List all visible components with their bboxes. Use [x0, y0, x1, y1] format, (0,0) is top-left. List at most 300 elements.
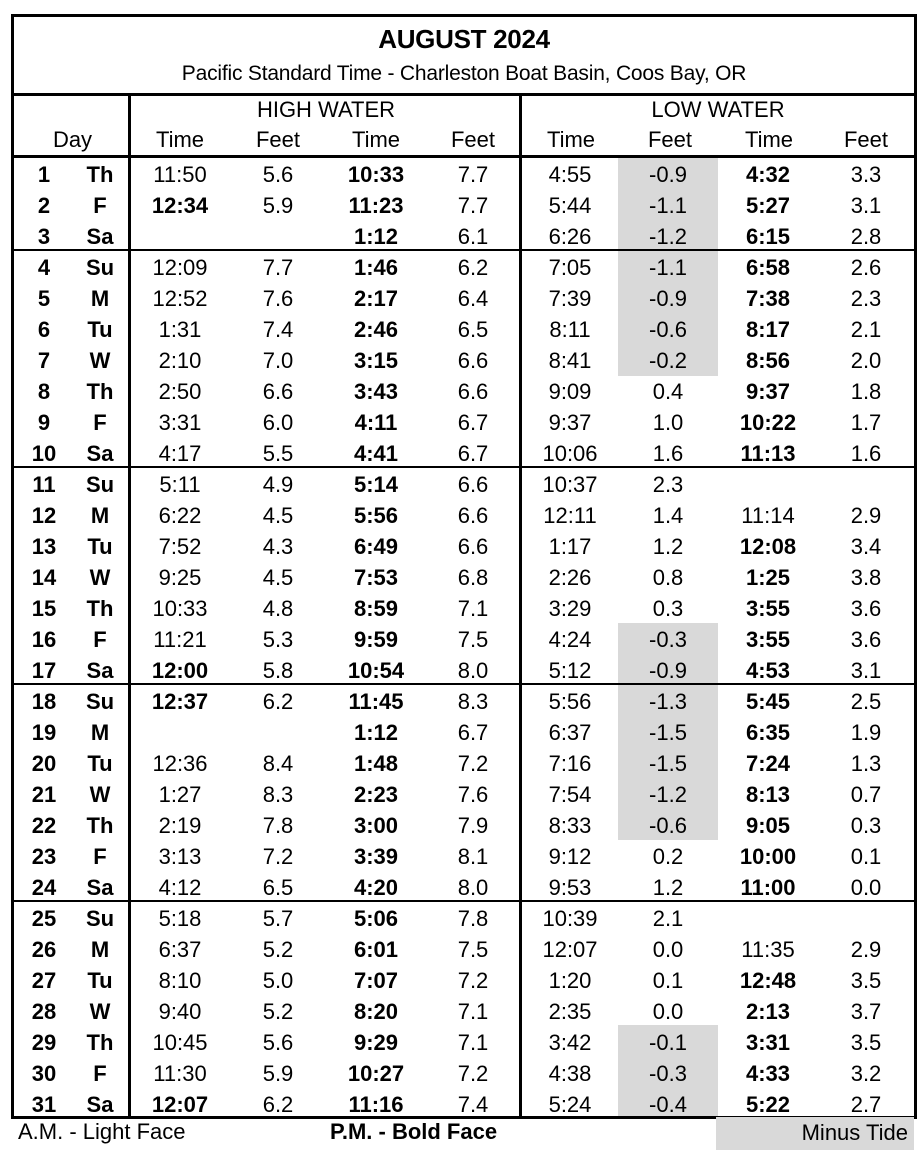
high-feet-2: 7.1: [457, 1030, 489, 1055]
day-of-week: Su: [85, 255, 115, 280]
high-time-2: 3:00: [353, 813, 399, 838]
day-number: 3: [37, 224, 51, 249]
high-feet-1: [229, 220, 327, 251]
low-feet-1: 2.3: [652, 472, 684, 497]
high-time-1: 1:27: [158, 782, 202, 807]
high-time-2: 2:23: [353, 782, 399, 807]
day-number: 7: [37, 348, 51, 373]
high-time-1: 1:31: [158, 317, 202, 342]
high-time-1: [131, 716, 229, 747]
low-feet-2: 3.5: [850, 968, 882, 993]
table-row: [14, 685, 914, 716]
high-time-1: 10:33: [152, 596, 208, 621]
high-time-2: 5:06: [353, 906, 399, 931]
high-feet-1: 7.6: [262, 286, 294, 311]
low-feet-1: 0.0: [652, 999, 684, 1024]
header-high-water: HIGH WATER: [256, 97, 396, 122]
header-low-time-1: Time: [546, 127, 596, 152]
low-time-1: 8:33: [548, 813, 592, 838]
low-feet-1: 0.8: [652, 565, 684, 590]
day-number: 31: [31, 1092, 57, 1117]
high-time-2: 8:20: [353, 999, 399, 1024]
low-feet-1: 1.0: [652, 410, 684, 435]
low-time-2: 8:56: [745, 348, 791, 373]
day-number: 11: [32, 472, 56, 497]
high-time-2: 1:46: [353, 255, 399, 280]
low-feet-2: 1.6: [850, 441, 882, 466]
high-time-2: 9:59: [353, 627, 399, 652]
high-feet-2: 6.1: [457, 224, 489, 249]
day-number: 10: [31, 441, 57, 466]
high-time-1: 4:12: [158, 875, 202, 900]
low-time-2: 4:32: [745, 162, 791, 187]
high-feet-2: 6.6: [457, 534, 489, 559]
low-feet-2: 1.8: [850, 379, 882, 404]
week-divider: [14, 466, 914, 468]
low-feet-2: 3.1: [850, 658, 882, 683]
low-time-1: 12:11: [543, 503, 597, 528]
legend-minus-tide: Minus Tide: [716, 1117, 914, 1150]
low-time-2: 8:17: [745, 317, 791, 342]
high-time-2: 9:29: [353, 1030, 399, 1055]
header-low-water: LOW WATER: [651, 97, 785, 122]
low-time-2: 3:55: [745, 627, 791, 652]
high-feet-2: 7.2: [457, 1061, 489, 1086]
day-of-week: Tu: [87, 317, 113, 342]
day-number: 1: [37, 162, 51, 187]
low-feet-1: -0.9: [649, 162, 687, 187]
low-time-1: 3:42: [548, 1030, 592, 1055]
table-row: [14, 344, 914, 375]
high-time-1: 10:45: [152, 1030, 208, 1055]
high-feet-2: 6.7: [457, 720, 489, 745]
day-number: 2: [37, 193, 51, 218]
high-time-2: 10:33: [347, 162, 405, 187]
high-time-1: 7:52: [158, 534, 202, 559]
high-feet-1: 6.2: [262, 1092, 294, 1117]
table-row: [14, 933, 914, 964]
header-low-feet-1: Feet: [647, 127, 693, 152]
low-feet-2: 2.9: [850, 937, 882, 962]
low-feet-1: 1.4: [652, 503, 684, 528]
low-time-1: 5:44: [548, 193, 592, 218]
table-row: [14, 158, 914, 189]
high-time-1: [131, 220, 229, 251]
high-feet-1: 5.7: [262, 906, 294, 931]
low-time-2: 9:05: [745, 813, 791, 838]
low-feet-2: 1.7: [850, 410, 882, 435]
high-time-2: 3:39: [353, 844, 399, 869]
day-of-week: Th: [86, 379, 114, 404]
high-time-2: 3:15: [353, 348, 399, 373]
low-feet-2: 2.8: [850, 224, 882, 249]
high-feet-2: 8.3: [457, 689, 489, 714]
low-feet-1: 0.3: [652, 596, 684, 621]
table-row: [14, 871, 914, 902]
low-time-2: 6:58: [745, 255, 791, 280]
low-feet-1: 1.2: [652, 875, 684, 900]
divider: [128, 93, 131, 1116]
low-feet-1: 2.1: [652, 906, 684, 931]
divider: [519, 93, 522, 1116]
low-feet-1: -1.1: [649, 255, 687, 280]
day-of-week: Th: [86, 1030, 114, 1055]
day-of-week: Su: [85, 472, 115, 497]
day-number: 23: [31, 844, 57, 869]
low-time-1: 7:54: [548, 782, 592, 807]
day-of-week: Th: [86, 162, 114, 187]
table-row: [14, 313, 914, 344]
low-feet-2: 2.9: [850, 503, 882, 528]
table-row: [14, 499, 914, 530]
tide-table: [11, 14, 917, 1119]
low-time-2: 11:14: [741, 503, 795, 528]
high-time-2: 4:41: [353, 441, 399, 466]
day-number: 9: [37, 410, 51, 435]
day-number: 24: [31, 875, 57, 900]
high-feet-1: 7.4: [262, 317, 294, 342]
high-feet-2: 7.1: [457, 596, 489, 621]
low-time-1: 5:12: [548, 658, 592, 683]
low-time-1: 3:29: [548, 596, 592, 621]
high-time-2: 10:54: [347, 658, 405, 683]
low-time-2: 8:13: [745, 782, 791, 807]
high-time-2: 11:45: [348, 689, 404, 714]
low-feet-2: 3.1: [850, 193, 882, 218]
high-feet-1: 5.9: [262, 1061, 294, 1086]
low-feet-2: 1.9: [850, 720, 882, 745]
high-time-1: 12:52: [152, 286, 208, 311]
divider: [14, 155, 914, 158]
low-feet-2: 3.2: [850, 1061, 882, 1086]
day-number: 30: [31, 1061, 57, 1086]
high-feet-1: 5.6: [262, 162, 294, 187]
high-time-2: 1:12: [353, 720, 399, 745]
low-feet-2: 3.3: [850, 162, 882, 187]
header-high-feet-2: Feet: [450, 127, 496, 152]
high-feet-1: 5.6: [262, 1030, 294, 1055]
high-feet-1: 4.3: [262, 534, 294, 559]
low-feet-1: -1.1: [649, 193, 687, 218]
low-feet-2: 3.4: [850, 534, 882, 559]
day-of-week: Tu: [87, 751, 113, 776]
high-time-1: 12:36: [152, 751, 208, 776]
low-time-2: 5:22: [745, 1092, 791, 1117]
high-feet-2: 6.4: [457, 286, 489, 311]
table-row: [14, 747, 914, 778]
low-time-1: 6:37: [548, 720, 592, 745]
high-time-2: 6:01: [353, 937, 399, 962]
high-time-2: 1:12: [353, 224, 399, 249]
day-of-week: Su: [85, 689, 115, 714]
high-time-2: 1:48: [353, 751, 399, 776]
low-time-1: 8:41: [548, 348, 592, 373]
high-time-2: 5:56: [353, 503, 399, 528]
day-of-week: Sa: [86, 441, 114, 466]
day-of-week: W: [89, 999, 111, 1024]
low-feet-1: -0.6: [649, 317, 687, 342]
low-time-2: 1:25: [745, 565, 791, 590]
legend-am: A.M. - Light Face: [18, 1119, 186, 1144]
day-number: 18: [31, 689, 57, 714]
day-number: 12: [31, 503, 57, 528]
low-time-2: 9:37: [745, 379, 791, 404]
low-time-2: 10:22: [739, 410, 797, 435]
low-time-1: 9:12: [548, 844, 592, 869]
table-row: [14, 375, 914, 406]
day-of-week: Sa: [86, 1092, 114, 1117]
table-row: [14, 406, 914, 437]
table-row: [14, 1026, 914, 1057]
low-feet-2: 2.6: [850, 255, 882, 280]
high-feet-2: 8.0: [457, 875, 489, 900]
low-feet-2: 0.7: [850, 782, 882, 807]
high-feet-1: 8.3: [262, 782, 294, 807]
high-feet-1: 7.2: [262, 844, 294, 869]
low-feet-2: 0.3: [850, 813, 882, 838]
low-feet-1: -1.5: [649, 751, 687, 776]
low-feet-1: -0.1: [649, 1030, 687, 1055]
table-row: [14, 716, 914, 747]
table-row: [14, 220, 914, 251]
low-time-2: [718, 468, 818, 499]
day-of-week: M: [90, 937, 110, 962]
high-time-2: 4:20: [353, 875, 399, 900]
day-number: 13: [31, 534, 57, 559]
day-number: 5: [37, 286, 51, 311]
day-number: 22: [31, 813, 57, 838]
high-time-1: 5:18: [158, 906, 202, 931]
low-feet-1: -0.4: [649, 1092, 687, 1117]
day-of-week: W: [89, 565, 111, 590]
high-time-2: 3:43: [353, 379, 399, 404]
high-time-1: 2:19: [158, 813, 202, 838]
high-feet-2: 7.2: [457, 751, 489, 776]
table-row: [14, 778, 914, 809]
day-number: 29: [31, 1030, 57, 1055]
high-feet-2: 6.2: [457, 255, 489, 280]
table-row: [14, 623, 914, 654]
day-of-week: F: [93, 193, 107, 218]
low-time-2: 5:45: [745, 689, 791, 714]
high-time-1: 9:40: [158, 999, 202, 1024]
high-time-2: 11:16: [348, 1092, 404, 1117]
high-time-1: 2:50: [158, 379, 202, 404]
high-feet-2: 6.6: [457, 379, 489, 404]
high-feet-2: 7.7: [457, 193, 489, 218]
day-of-week: Sa: [86, 224, 114, 249]
low-time-1: 4:38: [548, 1061, 592, 1086]
high-time-2: 2:46: [353, 317, 399, 342]
low-feet-2: 2.5: [850, 689, 882, 714]
low-feet-1: 1.2: [652, 534, 684, 559]
week-divider: [14, 900, 914, 902]
header-low-time-2: Time: [744, 127, 794, 152]
low-feet-2: 1.3: [850, 751, 882, 776]
low-feet-2: 3.6: [850, 596, 882, 621]
low-feet-1: -0.9: [649, 286, 687, 311]
table-row: [14, 437, 914, 468]
day-number: 6: [37, 317, 51, 342]
day-of-week: M: [90, 720, 110, 745]
low-time-2: 12:08: [739, 534, 797, 559]
low-time-2: [718, 902, 818, 933]
high-time-1: 12:09: [152, 255, 208, 280]
low-time-1: 9:09: [548, 379, 592, 404]
day-number: 4: [37, 255, 51, 280]
high-feet-2: 7.5: [457, 937, 489, 962]
day-number: 17: [31, 658, 57, 683]
day-of-week: Su: [85, 906, 115, 931]
high-time-1: 4:17: [158, 441, 202, 466]
high-feet-1: 5.3: [262, 627, 294, 652]
high-time-1: 11:50: [153, 162, 207, 187]
high-feet-1: 5.2: [262, 999, 294, 1024]
day-of-week: Tu: [87, 534, 113, 559]
low-feet-1: -1.3: [649, 689, 687, 714]
high-feet-2: 7.7: [457, 162, 489, 187]
table-row: [14, 964, 914, 995]
low-time-1: 1:20: [548, 968, 592, 993]
day-number: 20: [31, 751, 57, 776]
low-feet-1: -0.9: [649, 658, 687, 683]
header-high-time-1: Time: [155, 127, 205, 152]
day-number: 21: [31, 782, 57, 807]
high-time-1: 6:22: [158, 503, 202, 528]
day-of-week: W: [89, 348, 111, 373]
day-of-week: Sa: [86, 875, 114, 900]
week-divider: [14, 683, 914, 685]
high-time-1: 6:37: [158, 937, 202, 962]
high-feet-2: 7.1: [457, 999, 489, 1024]
low-time-2: 2:13: [745, 999, 791, 1024]
low-feet-2: 2.1: [850, 317, 882, 342]
legend-pm: P.M. - Bold Face: [330, 1119, 498, 1144]
table-row: [14, 654, 914, 685]
high-feet-1: 8.4: [262, 751, 294, 776]
high-feet-1: 5.8: [262, 658, 294, 683]
low-time-1: 1:17: [548, 534, 592, 559]
high-time-1: 5:11: [159, 472, 201, 497]
low-time-1: 7:16: [548, 751, 592, 776]
low-time-1: 5:56: [548, 689, 592, 714]
table-row: [14, 1057, 914, 1088]
high-feet-1: 5.9: [262, 193, 294, 218]
table-row: [14, 995, 914, 1026]
low-time-2: 4:53: [745, 658, 791, 683]
low-feet-1: -1.2: [649, 782, 687, 807]
low-time-2: 11:00: [740, 875, 796, 900]
day-number: 28: [31, 999, 57, 1024]
high-feet-1: 5.2: [262, 937, 294, 962]
low-time-1: 5:24: [548, 1092, 592, 1117]
high-feet-2: 6.7: [457, 441, 489, 466]
day-number: 16: [31, 627, 57, 652]
day-number: 8: [37, 379, 51, 404]
high-time-1: 8:10: [158, 968, 202, 993]
table-row: [14, 1088, 914, 1119]
high-time-1: 12:07: [151, 1092, 209, 1117]
low-time-1: 6:26: [548, 224, 592, 249]
high-time-2: 8:59: [353, 596, 399, 621]
low-time-2: 7:38: [745, 286, 791, 311]
high-time-1: 12:00: [151, 658, 209, 683]
low-feet-2: [818, 902, 914, 933]
high-feet-1: 6.5: [262, 875, 294, 900]
high-feet-2: 7.6: [457, 782, 489, 807]
low-feet-2: 3.5: [850, 1030, 882, 1055]
table-row: [14, 809, 914, 840]
high-time-1: 2:10: [158, 348, 202, 373]
low-feet-1: -0.6: [649, 813, 687, 838]
title-band: [14, 17, 914, 96]
high-feet-2: 6.6: [457, 348, 489, 373]
low-time-2: 6:15: [745, 224, 791, 249]
low-time-2: 7:24: [745, 751, 791, 776]
high-time-2: 10:27: [347, 1061, 405, 1086]
high-feet-1: 7.7: [262, 255, 294, 280]
low-feet-2: 0.1: [850, 844, 882, 869]
high-time-1: 11:30: [153, 1061, 207, 1086]
table-row: [14, 592, 914, 623]
low-time-1: 2:26: [548, 565, 592, 590]
day-of-week: F: [93, 1061, 107, 1086]
low-feet-1: -0.3: [649, 627, 687, 652]
low-feet-1: -1.5: [649, 720, 687, 745]
high-feet-2: 6.7: [457, 410, 489, 435]
high-feet-1: 5.5: [262, 441, 294, 466]
low-feet-1: 1.6: [652, 441, 684, 466]
low-feet-1: -0.2: [649, 348, 687, 373]
high-time-1: 3:13: [158, 844, 202, 869]
header-day: Day: [52, 127, 93, 152]
day-number: 15: [31, 596, 57, 621]
table-row: [14, 840, 914, 871]
high-feet-2: 7.5: [457, 627, 489, 652]
day-of-week: F: [93, 844, 107, 869]
low-time-2: 3:55: [745, 596, 791, 621]
low-time-2: 4:33: [745, 1061, 791, 1086]
high-feet-1: 7.8: [262, 813, 294, 838]
high-time-1: 12:37: [151, 689, 209, 714]
day-number: 26: [31, 937, 57, 962]
high-feet-2: 7.4: [457, 1092, 489, 1117]
day-number: 27: [31, 968, 57, 993]
high-time-2: 5:14: [353, 472, 399, 497]
low-feet-2: 2.7: [850, 1092, 882, 1117]
low-feet-2: 0.0: [850, 875, 882, 900]
low-time-1: 4:55: [548, 162, 592, 187]
high-time-2: 11:23: [348, 193, 404, 218]
day-of-week: W: [89, 782, 111, 807]
header-high-time-2: Time: [351, 127, 401, 152]
table-row: [14, 468, 914, 499]
low-feet-1: -1.2: [649, 224, 687, 249]
low-time-2: 11:13: [740, 441, 796, 466]
high-feet-1: 4.5: [262, 503, 294, 528]
week-divider: [14, 249, 914, 251]
day-number: 25: [31, 906, 57, 931]
low-time-2: 12:48: [739, 968, 797, 993]
low-time-1: 10:39: [542, 906, 598, 931]
high-feet-1: 6.0: [262, 410, 294, 435]
header-high-feet-1: Feet: [255, 127, 301, 152]
high-time-1: 11:21: [153, 627, 207, 652]
low-time-1: 9:37: [548, 410, 592, 435]
day-number: 14: [31, 565, 57, 590]
high-feet-2: 6.6: [457, 472, 489, 497]
low-feet-2: 2.0: [850, 348, 882, 373]
